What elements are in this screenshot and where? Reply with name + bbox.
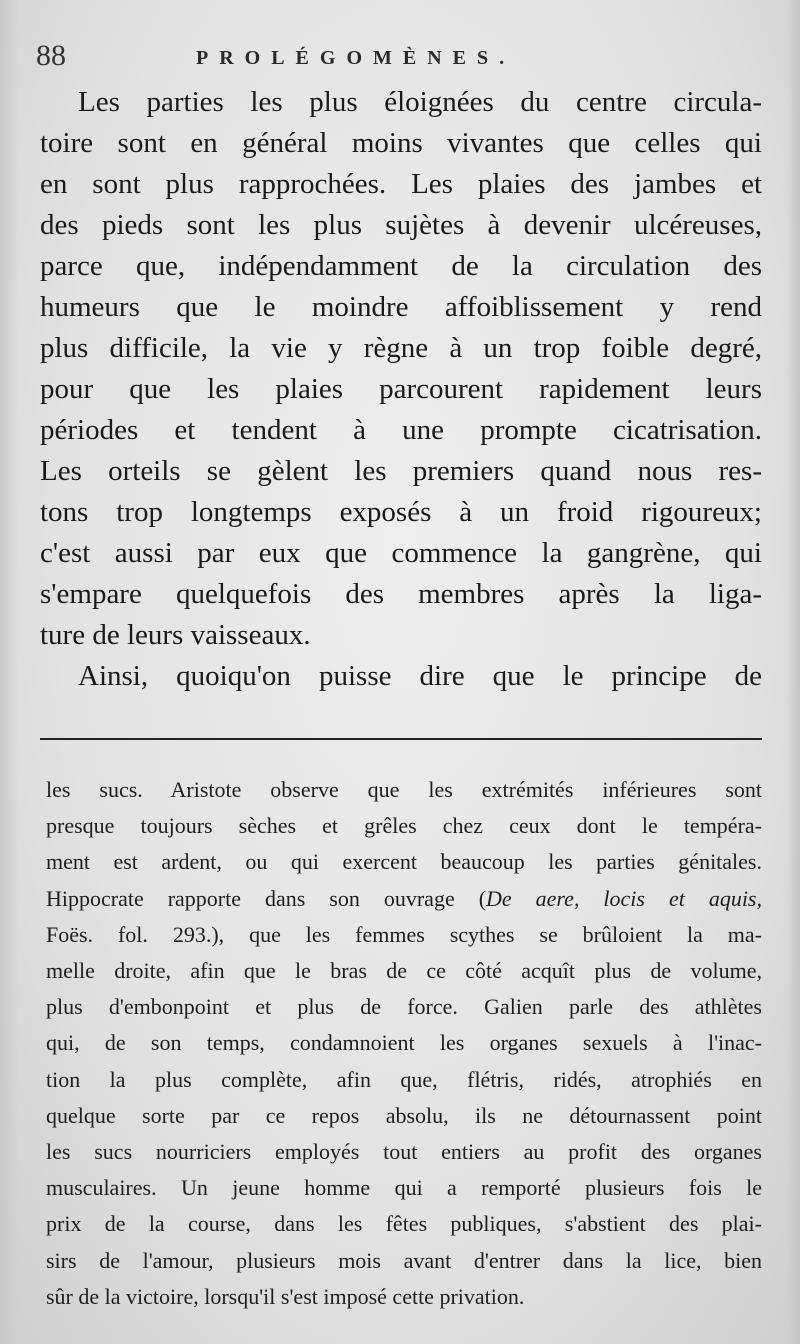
footnote-line: sûr de la victoire, lorsqu'il s'est imposé cette privation. [46,1283,525,1309]
body-line: parce que, indépendamment de la circulation des [40,250,762,282]
footnote-line [46,881,762,917]
body-line: en sont plus rapprochées. Les plaies des jambes et [40,168,762,200]
footnote-line: melle droite, afin que le bras de ce côté acquît plus de volume, [46,958,762,984]
footnote-line: ment est ardent, ou qui exercent beaucoup les parties génitales. [46,849,762,875]
body-line: c'est aussi par eux que commence la gangrène, qui [40,537,762,569]
footnote-separator-rule [40,738,762,740]
footnote-line: quelque sorte par ce repos absolu, ils ne détournassent point [46,1102,762,1128]
footnote-line: plus d'embonpoint et plus de force. Galien parle des athlètes [46,994,762,1020]
footnote-line: sirs de l'amour, plusieurs mois avant d'entrer dans la lice, bien [46,1247,762,1273]
footnote-line: presque toujours sèches et grêles chez ceux dont le tempéra- [46,813,762,839]
work-title: De aere, locis et aquis, [486,885,762,911]
body-line: Les orteils se gèlent les premiers quand nous res- [40,455,762,487]
body-line: toire sont en général moins vivantes que celles qui [40,127,762,159]
body-line: périodes et tendent à une prompte cicatrisation. [40,414,762,446]
footnote-line: qui, de son temps, condamnoient les organes sexuels à l'inac- [46,1030,762,1056]
body-line: plus difficile, la vie y règne à un trop foible degré, [40,332,762,364]
page-number: 88 [36,39,66,72]
body-line: des pieds sont les plus sujètes à devenir ulcéreuses, [40,209,762,241]
body-line: ture de leurs vaisseaux. [40,619,311,651]
page-edge-shadow-right [786,0,800,1344]
body-line: humeurs que le moindre affoiblissement y rend [40,291,762,323]
footnote-line: prix de la course, dans les fêtes publiques, s'abstient des plai- [46,1211,762,1237]
body-line: Ainsi, quoiqu'on puisse dire que le principe de [78,660,762,692]
page-edge-shadow-left [0,0,18,1344]
footnote-line: les sucs. Aristote observe que les extrémités inférieures sont [46,777,762,802]
body-line: tons trop longtemps exposés à un froid rigoureux; [40,496,762,528]
body-line: s'empare quelquefois des membres après la liga- [40,578,762,610]
running-title: PROLÉGOMÈNES. [196,47,516,69]
footnote-text [46,772,762,1315]
page-header [36,36,766,76]
footnote-line: Foës. fol. 293.), que les femmes scythes se brûloient la ma- [46,921,762,947]
body-line: pour que les plaies parcourent rapidement leurs [40,373,762,405]
main-body-text [40,82,762,697]
footnote-line: musculaires. Un jeune homme qui a remporté plusieurs fois le [46,1175,762,1201]
footnote-line: les sucs nourriciers employés tout entiers au profit des organes [46,1139,762,1165]
footnote-line: tion la plus complète, afin que, flétris, ridés, atrophiés en [46,1066,762,1092]
footnote-line-text: Hippocrate rapporte dans son ouvrage ( [46,885,487,911]
body-line: Les parties les plus éloignées du centre circula- [78,86,762,118]
